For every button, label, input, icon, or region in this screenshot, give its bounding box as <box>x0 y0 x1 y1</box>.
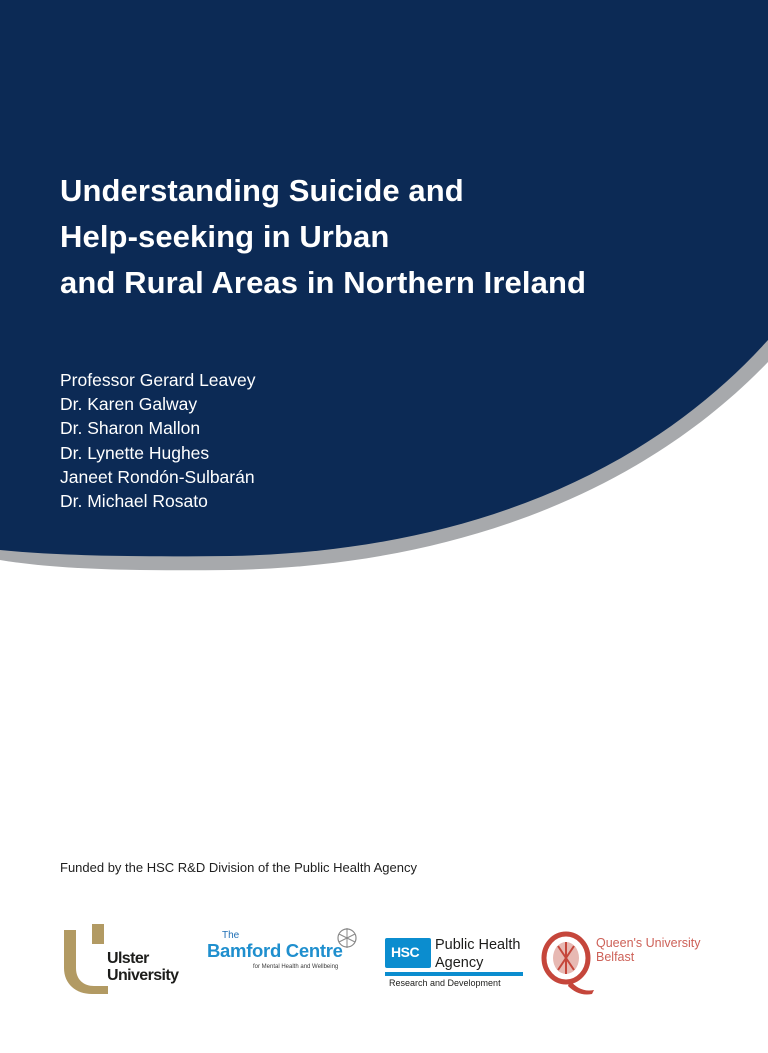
hsc-name-line: Agency <box>435 955 484 971</box>
author-name: Professor Gerard Leavey <box>60 370 256 390</box>
queens-university-belfast-logo <box>540 930 720 1002</box>
bamford-subtitle: for Mental Health and Wellbeing <box>253 964 339 970</box>
title-line: Help-seeking in Urban <box>60 219 390 254</box>
author-name: Dr. Sharon Mallon <box>60 418 201 439</box>
queens-line: Belfast <box>596 950 635 964</box>
title-line: Understanding Suicide and <box>60 173 464 208</box>
author-name: Dr. Karen Galway <box>60 394 198 415</box>
queens-wordmark <box>596 936 701 964</box>
queens-line: Queen's University <box>596 936 701 950</box>
ulster-line: University <box>107 967 179 984</box>
bamford-centre-logo <box>205 930 365 1002</box>
ulster-university-logo <box>62 924 192 996</box>
hsc-rule <box>385 972 523 976</box>
ulster-emblem-icon <box>62 924 110 996</box>
hsc-agency-name <box>435 936 520 972</box>
ulster-line: Ulster <box>107 950 149 967</box>
title-line: and Rural Areas in Northern Ireland <box>60 265 587 300</box>
hsc-subtitle: Research and Development <box>389 978 501 988</box>
ulster-wordmark <box>107 950 178 984</box>
queens-q-crest-icon <box>540 930 596 996</box>
author-name: Janeet Rondón-Sulbarán <box>60 466 255 487</box>
hsc-badge <box>385 938 431 968</box>
author-list <box>60 368 256 513</box>
author-name: Dr. Michael Rosato <box>60 491 208 512</box>
funding-statement: Funded by the HSC R&D Division of the Public Health Agency <box>60 860 417 875</box>
hsc-public-health-agency-logo <box>385 934 535 994</box>
author-name: Dr. Lynette Hughes <box>60 442 210 463</box>
bamford-the: The <box>222 930 240 941</box>
bamford-name: Bamford Centre <box>207 940 343 961</box>
hsc-name-line: Public Health <box>435 937 521 953</box>
partner-logos <box>0 920 768 1010</box>
hsc-abbr: HSC <box>391 944 420 960</box>
document-title <box>60 168 700 306</box>
